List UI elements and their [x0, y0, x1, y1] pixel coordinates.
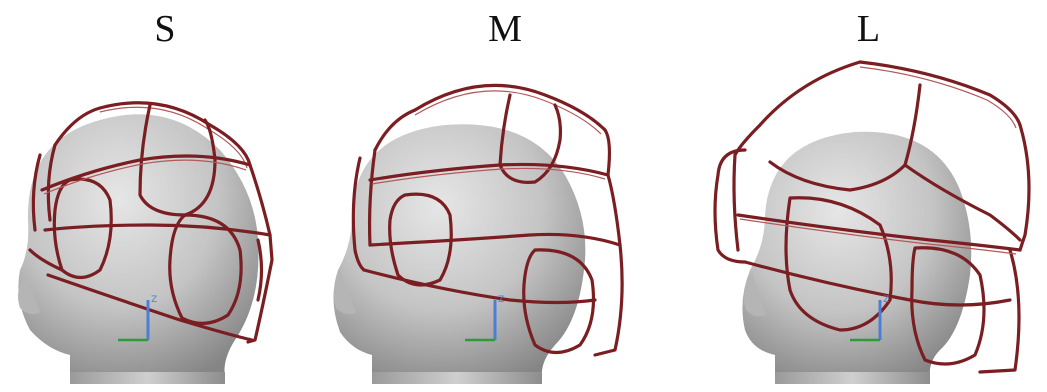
svg-text:Z: Z: [498, 295, 505, 305]
head-model-icon: [330, 0, 680, 392]
svg-text:Z: Z: [151, 295, 158, 305]
panel-size-l: [690, 0, 1047, 392]
panel-size-s: [0, 0, 330, 392]
svg-text:Z: Z: [883, 295, 890, 305]
head-model-icon: [690, 0, 1047, 392]
panel-size-m: [330, 0, 680, 392]
size-label: S: [154, 8, 176, 50]
size-label: L: [856, 8, 881, 50]
head-model-icon: [0, 0, 330, 392]
size-label: M: [488, 8, 522, 50]
